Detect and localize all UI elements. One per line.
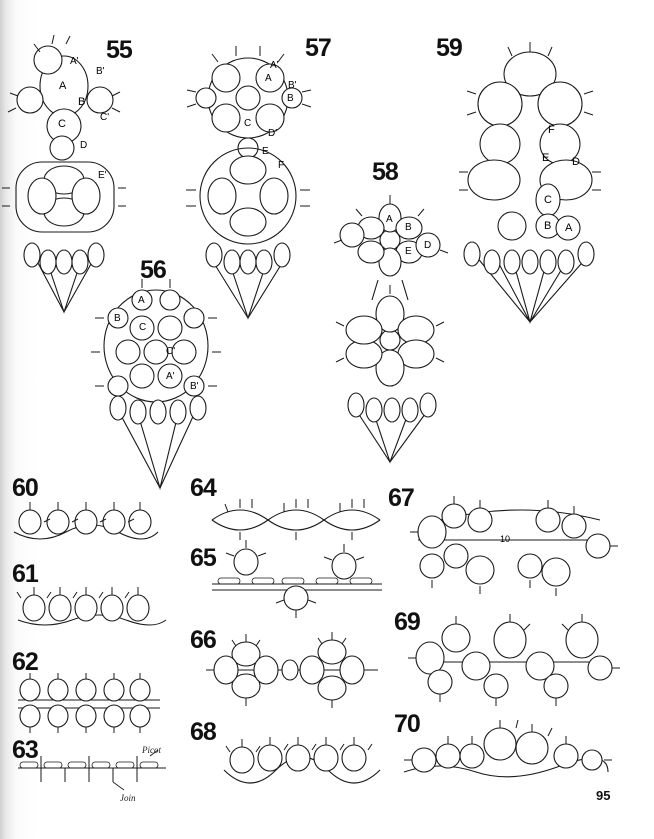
ring-letter: D bbox=[572, 156, 580, 168]
pattern-68-diagram bbox=[224, 737, 380, 783]
ring-letter: C' bbox=[100, 112, 110, 123]
ring-letter: C bbox=[139, 322, 147, 333]
pattern-number-58: 58 bbox=[372, 158, 398, 186]
join-label: Join bbox=[120, 793, 136, 803]
pattern-number-64: 64 bbox=[190, 474, 216, 502]
pattern-number-56: 56 bbox=[140, 256, 166, 284]
ring-letter: B bbox=[78, 96, 86, 108]
pattern-61-diagram bbox=[17, 587, 166, 625]
pattern-63-diagram bbox=[18, 750, 166, 790]
ring-letter: F bbox=[548, 124, 555, 136]
ring-letter: A bbox=[565, 222, 573, 234]
pattern-70-diagram bbox=[404, 720, 612, 777]
ring-letter: B' bbox=[288, 80, 297, 91]
ring-letter: C bbox=[58, 118, 66, 130]
ring-letter: B bbox=[287, 93, 294, 104]
ring-letter: B' bbox=[96, 66, 105, 77]
ring-letter: C bbox=[244, 118, 252, 129]
picot-label: Picot bbox=[142, 745, 161, 755]
ring-letter: B bbox=[114, 313, 121, 324]
stitch-count-label: 10 bbox=[500, 534, 511, 544]
pattern-55-diagram bbox=[2, 35, 126, 312]
ring-letter: D bbox=[80, 140, 88, 151]
pattern-number-55: 55 bbox=[106, 36, 132, 64]
pattern-67-diagram bbox=[410, 496, 618, 596]
ring-letter: C bbox=[544, 194, 552, 206]
pattern-65-diagram bbox=[212, 540, 382, 618]
pattern-number-65: 65 bbox=[190, 544, 216, 572]
pattern-56-diagram bbox=[91, 279, 221, 488]
ring-letter: E bbox=[405, 246, 412, 257]
ring-letter: A bbox=[138, 295, 145, 306]
pattern-62-diagram bbox=[18, 673, 160, 733]
ring-letter: B bbox=[544, 220, 552, 232]
pattern-64-diagram bbox=[212, 499, 380, 540]
ring-letter: E bbox=[542, 152, 550, 164]
pattern-69-diagram bbox=[408, 614, 620, 706]
pattern-60-diagram bbox=[14, 502, 158, 539]
pattern-number-68: 68 bbox=[190, 718, 216, 746]
pattern-number-60: 60 bbox=[12, 474, 38, 502]
ring-letter: E' bbox=[98, 170, 107, 181]
ring-letter: D' bbox=[268, 128, 278, 139]
pattern-number-57: 57 bbox=[305, 34, 331, 62]
pattern-number-69: 69 bbox=[394, 608, 420, 636]
pattern-number-63: 63 bbox=[12, 736, 38, 764]
pattern-58-diagram bbox=[334, 195, 448, 462]
pattern-number-66: 66 bbox=[190, 626, 216, 654]
pattern-number-70: 70 bbox=[394, 710, 420, 738]
ring-letter: A bbox=[386, 214, 393, 225]
ring-letter: A bbox=[265, 73, 272, 84]
ring-letter: D bbox=[424, 240, 432, 251]
pattern-59-diagram bbox=[459, 42, 601, 322]
pattern-number-62: 62 bbox=[12, 648, 38, 676]
ring-letter: E bbox=[262, 146, 269, 157]
pattern-number-59: 59 bbox=[436, 34, 462, 62]
pattern-66-diagram bbox=[206, 632, 378, 708]
pattern-number-61: 61 bbox=[12, 560, 38, 588]
ring-letter: F bbox=[278, 160, 285, 171]
ring-letter: A' bbox=[70, 56, 79, 67]
ring-letter: B' bbox=[190, 381, 199, 392]
page-number: 95 bbox=[596, 788, 611, 803]
ring-letter: A' bbox=[270, 60, 279, 71]
pattern-number-67: 67 bbox=[388, 484, 414, 512]
ring-letter: C' bbox=[166, 346, 176, 357]
ring-letter: A bbox=[59, 80, 67, 92]
ring-letter: A' bbox=[166, 371, 175, 382]
ring-letter: B bbox=[405, 222, 412, 233]
